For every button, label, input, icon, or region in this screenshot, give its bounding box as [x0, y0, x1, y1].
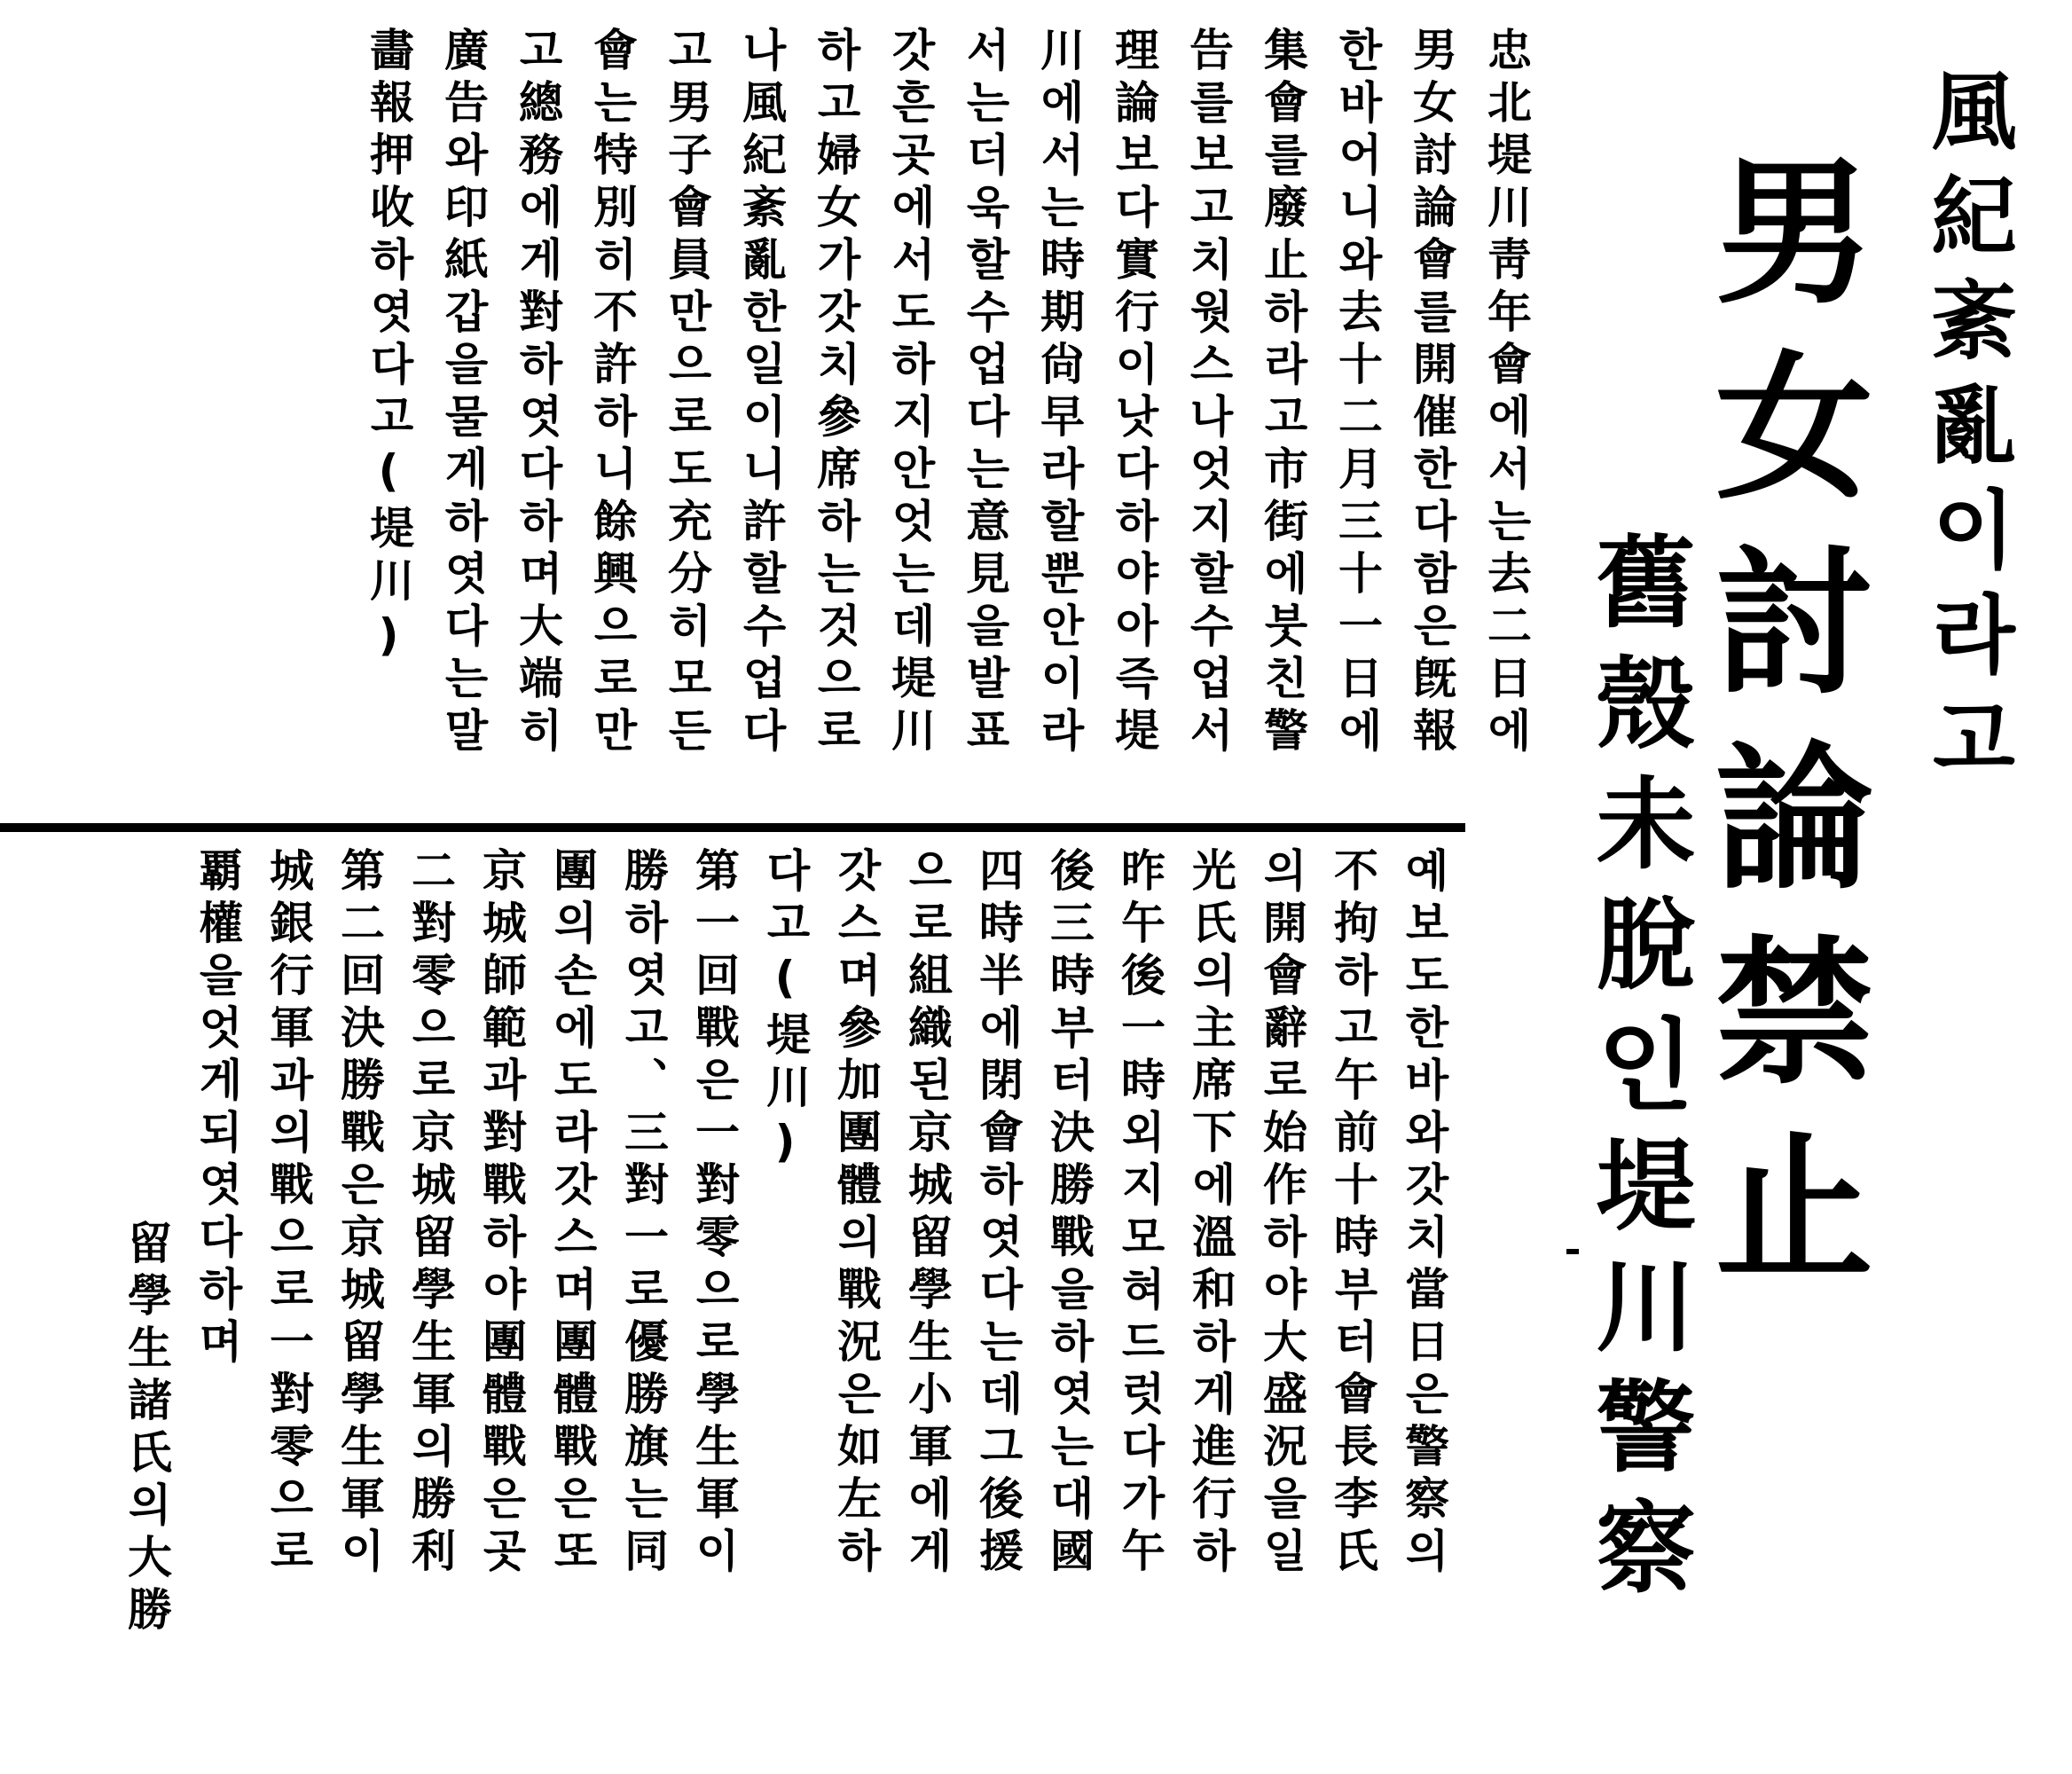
- text-column: 고男子會員만으로도充分히모든: [661, 27, 712, 759]
- text-column: 第二回決勝戰은京城留學生軍이: [334, 847, 385, 1580]
- text-column: 예보도한바와갓치當日은警察의: [1398, 847, 1449, 1580]
- text-column: 團의손에도라갓스며團體戰은또: [546, 847, 598, 1580]
- text-column: 忠北堤川靑年會에서는去二日에: [1480, 27, 1532, 759]
- text-column: 勝하엿고、三對一로優勝旗는同: [617, 847, 669, 1580]
- section-divider-rule: [0, 823, 1465, 832]
- text-column: 갓스며參加團體의戰況은如左하: [830, 847, 882, 1580]
- text-column: 城銀行軍과의戰으로一對零으로: [263, 847, 314, 1580]
- headline-main: 男女討論禁止: [1689, 149, 1872, 1320]
- text-column: 光氏의主席下에溫和하게進行하: [1185, 847, 1236, 1580]
- text-column: 留學生諸氏의大勝: [121, 1220, 172, 1638]
- text-column: 京城師範과對戰하야團體戰은곳: [475, 847, 527, 1580]
- text-column: 後三時부터決勝戰을하엿는대國: [1043, 847, 1095, 1580]
- text-column: 고總務에게對하엿다하며大端히: [512, 27, 563, 759]
- text-column: 四時半에閉會하엿다는데그後援: [972, 847, 1024, 1580]
- text-column: 覇權을엇게되엿다하며: [192, 847, 243, 1370]
- headline-kicker: 風紀紊亂이라고: [1918, 67, 2017, 799]
- text-column: 昨午後一時외지모혀드럿다가午: [1114, 847, 1166, 1580]
- text-column: 으로組織된京城留學生小軍에게: [901, 847, 953, 1580]
- text-column: 二對零으로京城留學生軍의勝利: [404, 847, 456, 1580]
- text-column: 理論보다實行이낫다하야아즉堤: [1108, 27, 1159, 759]
- text-column: 나風紀紊亂한일이니許할수업다: [735, 27, 787, 759]
- text-column: 畵報押收하엿다고(堤川): [363, 27, 414, 669]
- text-column: 不拘하고午前十時부터會長李氏: [1327, 847, 1378, 1580]
- headline-subheadline: 舊殼未脫인堤川警察: [1580, 530, 1695, 1616]
- text-column: 川에서는時期尙早라할뿐안이라: [1033, 27, 1085, 759]
- text-column: 의開會辭로始作하야大盛況을일: [1256, 847, 1307, 1580]
- text-column: 서는더욱할수업다는意見을발표: [959, 27, 1010, 759]
- text-column: 集會를廢止하라고市街에붓친警: [1257, 27, 1308, 759]
- top-article-columns: [213, 27, 1543, 829]
- text-column: 男女討論會를開催한다함은旣報: [1406, 27, 1457, 759]
- text-column: 한바어니와去十二月三十一日에: [1331, 27, 1383, 759]
- print-smudge: [1566, 1249, 1579, 1254]
- text-column: 會는特別히不許하니餘興으로만: [586, 27, 638, 759]
- text-column: 告를보고치웟스나엇지할수업서: [1182, 27, 1234, 759]
- text-column: 第一回戰은一對零으로學生軍이: [688, 847, 740, 1580]
- text-column: 갓흔곳에서도하지안엇는데堤川: [884, 27, 936, 759]
- text-column: 廣告와印紙갑을물게하엿다는말: [437, 27, 489, 759]
- bottom-article-columns: [71, 847, 1459, 1774]
- text-column: 다고(堤川): [759, 847, 811, 1175]
- text-column: 하고婦女가갓치參席하는것으로: [810, 27, 861, 759]
